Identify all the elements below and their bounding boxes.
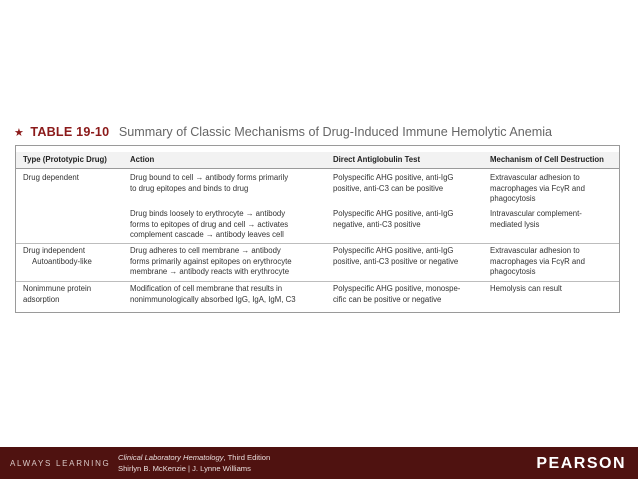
- table-header: [16, 152, 619, 169]
- cell-line: phagocytosis: [490, 267, 536, 277]
- footer-bar: [0, 447, 638, 479]
- cell-line: Polyspecific AHG positive, anti-IgG: [333, 173, 454, 182]
- cell-mechanism: [490, 209, 582, 230]
- cell-line: forms to epitopes of drug and cell → activates: [130, 219, 289, 229]
- book-title: Clinical Laboratory Hematology: [118, 453, 224, 462]
- cell-line: nonimmunologically absorbed IgG, IgA, IgM, C3: [130, 294, 296, 304]
- cell-dat: [333, 173, 453, 194]
- cell-line: macrophages via FcγR and: [490, 183, 585, 193]
- cell-line: Drug independent: [23, 246, 85, 255]
- cell-line: Drug bound to cell → antibody forms primarily: [130, 173, 289, 182]
- star-icon: ★: [14, 127, 24, 139]
- cell-mechanism: [490, 173, 585, 205]
- row-divider: [16, 243, 619, 244]
- header-type: Type (Prototypic Drug): [23, 155, 107, 164]
- table-title: [14, 125, 624, 145]
- cell-line: Polyspecific AHG positive, anti-IgG: [333, 209, 454, 218]
- cell-type: [23, 173, 79, 184]
- header-action: Action: [130, 155, 155, 164]
- cell-line: Hemolysis can result: [490, 284, 562, 293]
- cell-action: [130, 284, 296, 305]
- cell-line: adsorption: [23, 294, 60, 304]
- cell-line: Intravascular complement-: [490, 209, 582, 218]
- cell-line: mediated lysis: [490, 219, 540, 229]
- header-mechanism: Mechanism of Cell Destruction: [490, 155, 604, 164]
- book-title-line: [118, 452, 270, 463]
- table-caption: Summary of Classic Mechanisms of Drug-Induced Immune Hemolytic Anemia: [118, 125, 553, 139]
- cell-type: [23, 284, 91, 305]
- cell-line: Drug adheres to cell membrane → antibody: [130, 246, 281, 255]
- cell-line: Polyspecific AHG positive, anti-IgG: [333, 246, 454, 255]
- cell-line: Drug binds loosely to erythrocyte → antibody: [130, 209, 286, 218]
- cell-action: [130, 246, 292, 278]
- cell-line: phagocytosis: [490, 194, 536, 204]
- mechanisms-table: [15, 145, 620, 313]
- cell-dat: [333, 246, 458, 267]
- cell-line: Extravascular adhesion to: [490, 173, 580, 182]
- cell-line: Modification of cell membrane that results in: [130, 284, 283, 293]
- book-credit: [118, 452, 270, 474]
- cell-dat: [333, 284, 460, 305]
- cell-line: negative, anti-C3 positive: [333, 219, 421, 229]
- cell-line: cific can be positive or negative: [333, 294, 442, 304]
- cell-action: [130, 173, 288, 194]
- cell-line: forms primarily against epitopes on erythrocyte: [130, 256, 292, 266]
- publisher-logo: PEARSON: [536, 455, 626, 472]
- cell-line: positive, anti-C3 can be positive: [333, 183, 444, 193]
- cell-action: [130, 209, 288, 241]
- tagline: ALWAYS LEARNING: [10, 459, 111, 468]
- cell-line: to drug epitopes and binds to drug: [130, 183, 249, 193]
- cell-mechanism: [490, 284, 562, 295]
- cell-mechanism: [490, 246, 585, 278]
- cell-line: membrane → antibody reacts with erythrocyte: [130, 267, 290, 277]
- cell-line: Extravascular adhesion to: [490, 246, 580, 255]
- cell-line: Autoantibody-like: [32, 256, 92, 266]
- book-authors: Shirlyn B. McKenzie | J. Lynne Williams: [118, 464, 251, 473]
- cell-line: macrophages via FcγR and: [490, 256, 585, 266]
- cell-line: complement cascade → antibody leaves cell: [130, 230, 284, 240]
- table-number: TABLE 19-10: [30, 125, 110, 139]
- header-dat: Direct Antiglobulin Test: [333, 155, 421, 164]
- cell-type: [23, 246, 92, 267]
- cell-line: positive, anti-C3 positive or negative: [333, 256, 459, 266]
- cell-line: Nonimmune protein: [23, 284, 92, 293]
- cell-line: Polyspecific AHG positive, monospe-: [333, 284, 461, 293]
- book-edition: , Third Edition: [223, 453, 271, 462]
- cell-dat: [333, 209, 453, 230]
- row-divider: [16, 281, 619, 282]
- cell-line: Drug dependent: [23, 173, 79, 182]
